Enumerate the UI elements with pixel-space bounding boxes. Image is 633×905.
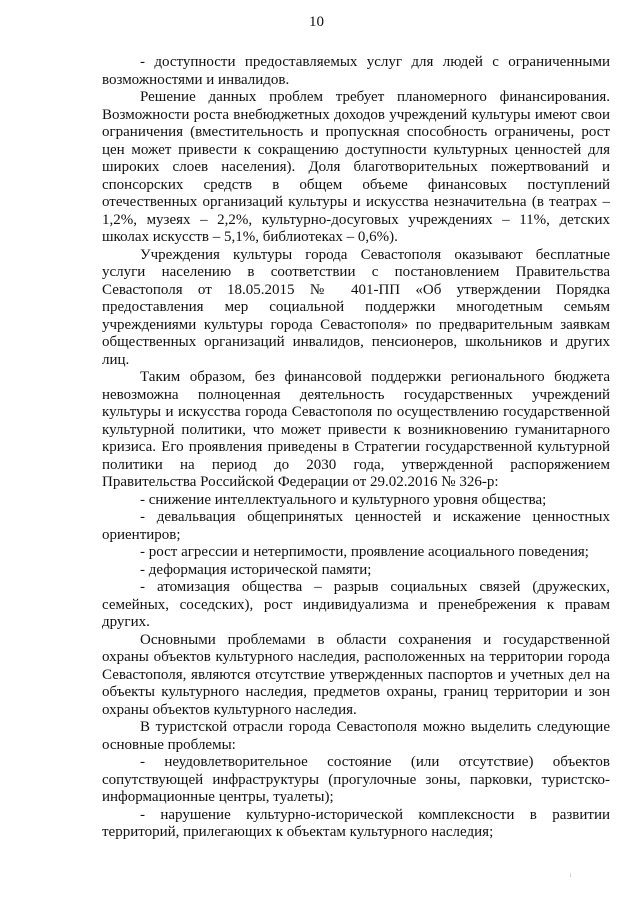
page-number: 10 [309,14,324,30]
paragraph-accessibility-item: - доступности предоставляемых услуг для людей с ограниченными возможностями и инвалидов. [102,54,610,88]
paragraph-tourism-intro: В туристской отрасли города Севастополя можно выделить следующие основные проблемы: [102,719,610,753]
list-item-intellect: - снижение интеллектуального и культурного уровня общества; [140,491,547,508]
document-body [102,54,610,842]
list-item-devaluation: - девальвация общепринятых ценностей и искажение ценностных ориентиров; [102,509,610,543]
paragraph-heritage: Основными проблемами в области сохранения и государственной охраны объектов культурного наследия, расположенных на территории города Севастополя, являются отсутствие утвержденных паспортов и учетных дел на объекты культурного наследия, предметов охраны, границ территории и зон охраны объектов культурного наследия. [102,631,610,718]
list-item-infrastructure: - неудовлетворительное состояние (или отсутствие) объектов сопутствующей инфраструктуры (прогулочные зоны, парковки, туристско-информационные центры, туалеты); [102,754,610,805]
scan-mark: ᵢ [570,868,572,878]
list-item-complexity: - нарушение культурно-исторической комплексности в развитии территорий, прилегающих к объектам культурного наследия; [102,806,610,840]
paragraph-financing: Решение данных проблем требует планомерного финансирования. Возможности роста внебюджетных доходов учреждений культуры имеют свои ограничения (вместительность и пропускная способность ограничены, рост цен может привести к сокращению доступности культурных ценностей для широких слоев населения). Доля благотворительных пожертвований и спонсорских средств в общем объеме финансовых поступлений отечественных организаций культуры и искусства незначительна (в театрах – 1,2%, музеях – 2,2%, культурно-досуговых учреждениях – 11%, детских школах искусств – 5,1%, библиотеках – 0,6%). [102,89,610,245]
paragraph-free-services: Учреждения культуры города Севастополя оказывают бесплатные услуги населению в соответствии с постановлением Правительства Севастополя от 18.05.2015 № 401-ПП «Об утверждении Порядка предоставления мер социальной поддержки многодетным семьям учреждениями культуры города Севастополя» по предварительным заявкам общественных организаций инвалидов, пенсионеров, школьников и других лиц. [102,246,610,368]
paragraph-regional-support: Таким образом, без финансовой поддержки регионального бюджета невозможна полноценная деятельность государственных учреждений культуры и искусства города Севастополя по осуществлению государственной культурной политики, что может привести к возникновению гуманитарного кризиса. Его проявления приведены в Стратегии государственной культурной политики на период до 2030 года, утвержденной распоряжением Правительства Российской Федерации от 29.02.2016 № 326-р: [102,369,610,490]
list-item-atomization: - атомизация общества – разрыв социальных связей (дружеских, семейных, соседских), рост индивидуализма и пренебрежения к правам других. [102,579,610,630]
list-item-aggression: - рост агрессии и нетерпимости, проявление асоциального поведения; [140,544,589,560]
list-item-memory: - деформация исторической памяти; [140,561,372,578]
